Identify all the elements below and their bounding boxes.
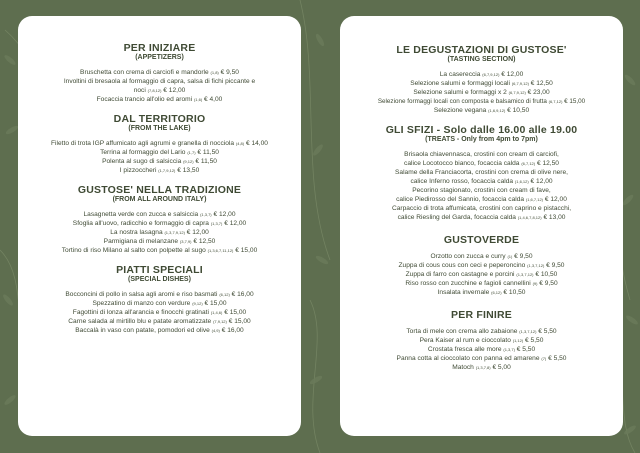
menu-item (340, 336, 623, 345)
section-subtitle: (FROM THE LAKE) (128, 125, 191, 132)
item-allergens: (9) (532, 281, 538, 286)
item-name: Brisaola chiavennasca, crostini con cream di carciofi, (404, 151, 559, 158)
item-name: Spezzatino di manzo con verdure (92, 300, 191, 307)
item-name: Focaccia trancio all'olio ed aromi (96, 96, 193, 103)
section-title: PIATTI SPECIALI (116, 264, 203, 276)
item-name: Tortino di riso Milano al salto con polpette al sugo (61, 247, 206, 254)
item-name: Riso rosso con zucchine e fagioli cannellini (405, 280, 531, 287)
item-price: € 5,50 (525, 337, 544, 344)
menu-item (18, 166, 301, 175)
item-price: € 16,00 (221, 327, 244, 334)
item-price: € 12,00 (186, 229, 209, 236)
item-name: Filetto di trota IGP affumicato agli agrumi e granella di nocciola (51, 140, 235, 147)
item-price: € 13,50 (177, 167, 200, 174)
menu-item (340, 88, 623, 97)
item-price: € 10,50 (503, 289, 526, 296)
menu-item (340, 186, 623, 195)
section-title: PER INIZIARE (123, 42, 196, 54)
item-price: € 12,00 (501, 71, 524, 78)
menu-item (18, 95, 301, 104)
item-name: calice Riesling del Garda, focaccia calda (397, 214, 516, 221)
menu-item (340, 354, 623, 363)
menu-item (340, 279, 623, 288)
item-allergens: (6,12) (219, 292, 230, 297)
item-allergens: (1,12) (512, 338, 524, 343)
item-name: Matoch (452, 364, 474, 371)
item-allergens: (6,7,12) (548, 99, 563, 104)
item-name: Baccalà in vaso con patate, pomodori ed olive (75, 327, 210, 334)
menu-item (340, 159, 623, 168)
item-name: Lasagnetta verde con zucca e salsiccia (83, 211, 199, 218)
item-price: € 15,00 (564, 98, 586, 105)
item-name: Salame della Franciacorta, crostini con crema di olive nere, (395, 169, 568, 176)
item-name: Terrina al formaggio del Lario (100, 149, 186, 156)
item-allergens: (3,7,9) (179, 239, 192, 244)
item-name: Panna cotta al cioccolato con panna ed amarene (396, 355, 540, 362)
item-allergens: (1,7,9,12) (158, 168, 176, 173)
item-allergens: (1,7) (187, 150, 196, 155)
menu-item (340, 177, 623, 186)
menu-item (18, 237, 301, 246)
menu-item (340, 345, 623, 354)
item-price: € 12,00 (530, 178, 553, 185)
item-name: Involtini di bresaola al formaggio di capra, salsa di fichi piccante e noci (63, 78, 256, 94)
menu-item (18, 308, 301, 317)
menu-item (18, 157, 301, 166)
section-subtitle: (FROM ALL AROUND ITALY) (112, 196, 207, 203)
menu-item (18, 246, 301, 255)
item-price: € 4,00 (204, 96, 223, 103)
item-name: Polenta al sugo di salsiccia (102, 158, 182, 165)
item-allergens: (1,6,7,12) (525, 197, 544, 202)
item-price: € 23,00 (527, 89, 550, 96)
item-price: € 15,00 (224, 309, 247, 316)
item-allergens: (1,3,7,12) (519, 329, 537, 334)
item-price: € 12,50 (530, 80, 553, 87)
item-name: La nostra lasagna (110, 229, 163, 236)
menu-card-left (18, 16, 301, 436)
item-allergens: (9,12) (183, 159, 194, 164)
section-title: LE DEGUSTAZIONI DI GUSTOSE' (396, 44, 567, 56)
item-price: € 13,00 (543, 214, 566, 221)
menu-item (340, 97, 623, 106)
item-name: Crostata fresca alle more (427, 346, 502, 353)
menu-item (340, 213, 623, 222)
item-price: € 5,50 (516, 346, 536, 353)
menu-item (340, 70, 623, 79)
item-allergens: (1,3,7,9,12) (164, 230, 185, 235)
menu-item (18, 228, 301, 237)
item-price: € 12,00 (224, 220, 247, 227)
menu-item (18, 219, 301, 228)
section-subtitle: (APPETIZERS) (135, 54, 184, 61)
item-price: € 9,50 (514, 253, 533, 260)
item-name: calice Piedirosso del Sannio, focaccia calda (396, 196, 525, 203)
item-allergens: (6,7,9,12) (508, 90, 526, 95)
section-per-finire (340, 309, 623, 372)
item-price: € 11,50 (197, 149, 219, 156)
item-name: Orzotto con zucca e curry (430, 253, 506, 260)
item-name: Zuppa di cous cous con ceci e peperoncino (398, 262, 526, 269)
item-allergens: (1,3,7,8) (475, 365, 491, 370)
item-allergens: (1,4,6) (210, 310, 223, 315)
item-allergens: (7) (541, 356, 547, 361)
item-allergens: (1,6) (193, 97, 203, 102)
item-price: € 10,50 (535, 271, 558, 278)
menu-item (340, 106, 623, 115)
item-allergens: (1,8) (210, 70, 219, 75)
item-allergens: (9,12) (192, 301, 203, 306)
section-subtitle: (SPECIAL DISHES) (128, 276, 191, 283)
section-title: GUSTOSE' NELLA TRADIZIONE (77, 184, 242, 196)
section-degustazioni (340, 44, 623, 115)
item-allergens: (4,9) (211, 328, 220, 333)
item-price: € 11,50 (195, 158, 217, 165)
menu-item (340, 363, 623, 372)
menu-item (18, 326, 301, 335)
item-name: Selezione vegana (433, 107, 487, 114)
menu-item (340, 261, 623, 270)
section-tradizione (18, 184, 301, 255)
item-price: € 14,00 (245, 140, 268, 147)
section-title: GLI SFIZI - Solo dalle 16.00 alle 19.00 (385, 124, 578, 136)
item-price: € 5,50 (548, 355, 567, 362)
menu-item (340, 168, 623, 177)
item-name: Selezione salumi e formaggi x 2 (413, 89, 507, 96)
menu-card-right (340, 16, 623, 436)
item-allergens: (1,3,7) (210, 221, 223, 226)
section-dal-territorio (18, 113, 301, 175)
item-allergens: (1,3,7) (200, 212, 212, 217)
item-price: € 5,00 (492, 364, 511, 371)
item-price: € 9,50 (546, 262, 565, 269)
item-price: € 15,00 (228, 318, 251, 325)
menu-item (18, 148, 301, 157)
item-allergens: (1,3,7) (503, 347, 515, 352)
item-name: Torta di mele con crema allo zabaione (406, 328, 518, 335)
menu-item (18, 317, 301, 326)
item-name: Sfoglia all'uovo, radicchio e formaggio di capra (72, 220, 209, 227)
item-name: Insalata invernale (437, 289, 490, 296)
menu-item (57, 77, 262, 95)
item-price: € 12,00 (544, 196, 567, 203)
item-allergens: (4,8) (235, 141, 245, 146)
item-allergens: (6,12) (491, 290, 502, 295)
item-name: Bruschetta con crema di carciofi e mandorle (80, 69, 209, 76)
item-name: Bocconcini di pollo in salsa agli aromi e riso basmati (65, 291, 218, 298)
item-price: € 15,00 (204, 300, 227, 307)
item-price: € 12,00 (213, 211, 236, 218)
section-sfizi (340, 124, 623, 222)
section-title: PER FINIRE (451, 309, 512, 321)
section-subtitle: (TREATS - Only from 4pm to 7pm) (425, 136, 538, 143)
menu-item (18, 68, 301, 77)
item-name: Carpaccio di trota affumicata, crostini con caprino e pistacchi, (391, 205, 572, 212)
item-price: € 15,00 (235, 247, 258, 254)
item-name: Pera Kaiser al rum e cioccolato (419, 337, 511, 344)
item-price: € 5,50 (538, 328, 557, 335)
section-title: GUSTOVERDE (443, 234, 520, 246)
item-price: € 16,00 (231, 291, 254, 298)
item-allergens: (6,7,9,12) (511, 81, 529, 86)
section-per-iniziare (18, 42, 301, 104)
section-title: DAL TERRITORIO (113, 113, 206, 125)
item-price: € 12,50 (536, 160, 559, 167)
item-name: I pizzoccheri (119, 167, 157, 174)
item-name: Selezione formaggi locali con composta e balsamico di frutta (377, 98, 547, 105)
item-allergens: (1) (507, 254, 513, 259)
menu-item (340, 150, 623, 159)
menu-item (18, 290, 301, 299)
item-name: Carne salada al mirtillo blu e patate aromatizzate (68, 318, 212, 325)
item-price: € 9,50 (539, 280, 558, 287)
item-name: Pecorino stagionato, crostini con cream di fave, (412, 187, 551, 194)
menu-item (340, 288, 623, 297)
item-name: Fagottini di lonza all'arancia e finocchi gratinati (72, 309, 209, 316)
item-name: La casereccia (439, 71, 481, 78)
item-name: Parmigiana di melanzane (103, 238, 179, 245)
menu-item (340, 195, 623, 204)
item-price: € 10,50 (507, 107, 530, 114)
item-allergens: (1,4,6,7,8,12) (517, 215, 542, 220)
item-allergens: (1,3,6,7,11,12) (207, 248, 234, 253)
section-gustoverde (340, 234, 623, 297)
menu-item (18, 210, 301, 219)
item-price: € 12,00 (163, 87, 186, 94)
item-allergens: (7,9,12) (213, 319, 227, 324)
menu-item (340, 270, 623, 279)
item-allergens: (1,3,7,12) (516, 272, 534, 277)
item-allergens: (1,6,12) (514, 179, 529, 184)
item-price: € 9,50 (220, 69, 239, 76)
item-price: € 12,50 (193, 238, 216, 245)
item-allergens: (1,3,7,12) (527, 263, 545, 268)
item-allergens: (6,7,12) (521, 161, 536, 166)
item-allergens: (1,6,9,12) (488, 108, 506, 113)
item-allergens: (7,8,12) (147, 88, 162, 93)
item-name: Zuppa di farro con castagne e porcini (405, 271, 515, 278)
section-subtitle: (TASTING SECTION) (447, 56, 516, 63)
item-name: calice Locotocco bianco, focaccia calda (404, 160, 520, 167)
menu-item (340, 204, 623, 213)
menu-item (18, 139, 301, 148)
menu-item (340, 327, 623, 336)
section-piatti-speciali (18, 264, 301, 335)
item-name: calice Inferno rosso, focaccia calda (410, 178, 514, 185)
menu-item (18, 299, 301, 308)
menu-item (340, 79, 623, 88)
item-allergens: (6,7,9,12) (482, 72, 500, 77)
menu-item (340, 252, 623, 261)
item-name: Selezione salumi e formaggi locali (410, 80, 510, 87)
